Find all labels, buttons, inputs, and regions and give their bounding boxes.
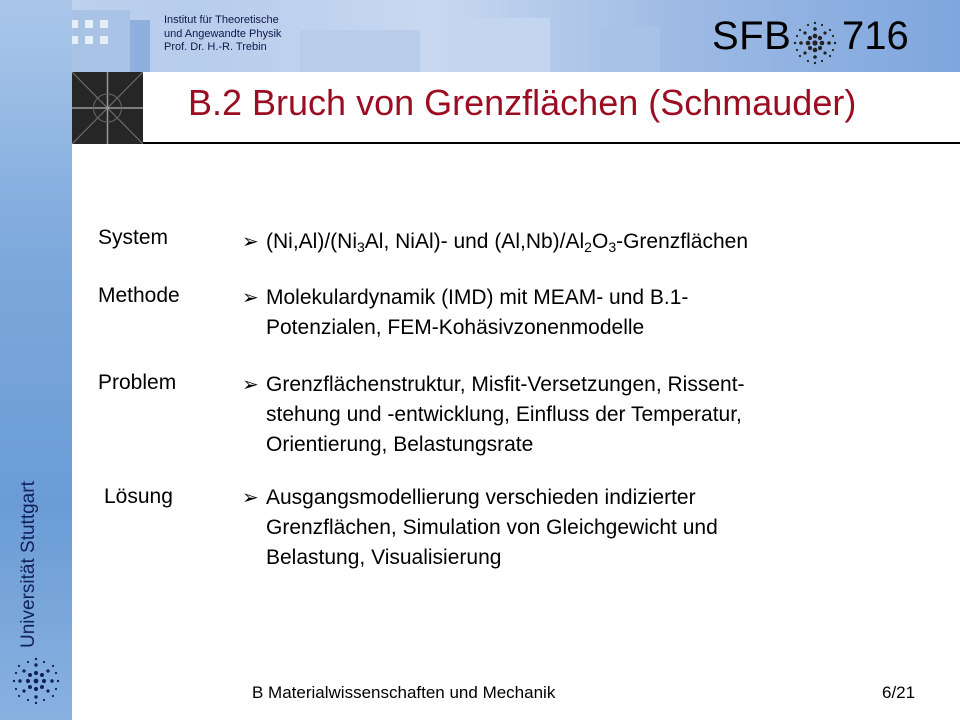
row-line: Grenzflächen, Simulation von Gleichgewicht und <box>266 516 718 539</box>
institute-line-1: Institut für Theoretische <box>164 14 279 26</box>
slide-title: B.2 Bruch von Grenzflächen (Schmauder) <box>188 82 857 123</box>
row-line: stehung und -entwicklung, Einfluss der Temperatur, <box>266 403 742 426</box>
institute-info <box>164 14 281 55</box>
university-name: Universität Stuttgart <box>18 481 39 648</box>
page-number: 6/21 <box>882 683 916 702</box>
footer-section: B Materialwissenschaften und Mechanik <box>252 683 556 702</box>
arrowhead-bullet-icon: ➢ <box>242 487 259 509</box>
institute-line-2: und Angewandte Physik <box>164 27 282 40</box>
row-label-loesung: Lösung <box>104 485 173 508</box>
row-label-problem: Problem <box>98 371 177 394</box>
row-content-methode <box>242 283 688 343</box>
simulation-image <box>72 72 143 144</box>
row-line: Grenzflächenstruktur, Misfit-Versetzungen, Rissent- <box>266 373 745 396</box>
row-line: Molekulardynamik (IMD) mit MEAM- und B.1- <box>266 286 689 309</box>
crystal-pattern-icon <box>72 72 143 144</box>
university-logo-icon <box>6 650 66 712</box>
sfb-label: SFB <box>712 14 792 58</box>
title-divider <box>143 142 960 144</box>
institute-line-3: Prof. Dr. H.-R. Trebin <box>164 41 267 53</box>
sfb-number: 716 <box>842 14 909 58</box>
sfb-dot-sphere-icon <box>788 16 842 70</box>
row-line: Potenzialen, FEM-Kohäsivzonenmodelle <box>266 316 645 339</box>
arrowhead-bullet-icon: ➢ <box>242 231 259 253</box>
arrowhead-bullet-icon: ➢ <box>242 287 259 309</box>
row-content-loesung <box>242 483 718 573</box>
row-label-system: System <box>98 226 169 249</box>
row-line: Orientierung, Belastungsrate <box>266 433 534 456</box>
row-line: Belastung, Visualisierung <box>266 546 502 569</box>
row-line: Ausgangsmodellierung verschieden indizierter <box>266 486 696 509</box>
row-content-system <box>242 227 748 257</box>
row-line: $(Ni,Al)/(Ni_3Al$, NiAl)- und $(Al,Nb)/Al_2O_3$-Grenzflächen <box>266 230 749 255</box>
arrowhead-bullet-icon: ➢ <box>242 374 259 396</box>
row-content-problem <box>242 370 745 460</box>
row-label-methode: Methode <box>98 284 180 307</box>
